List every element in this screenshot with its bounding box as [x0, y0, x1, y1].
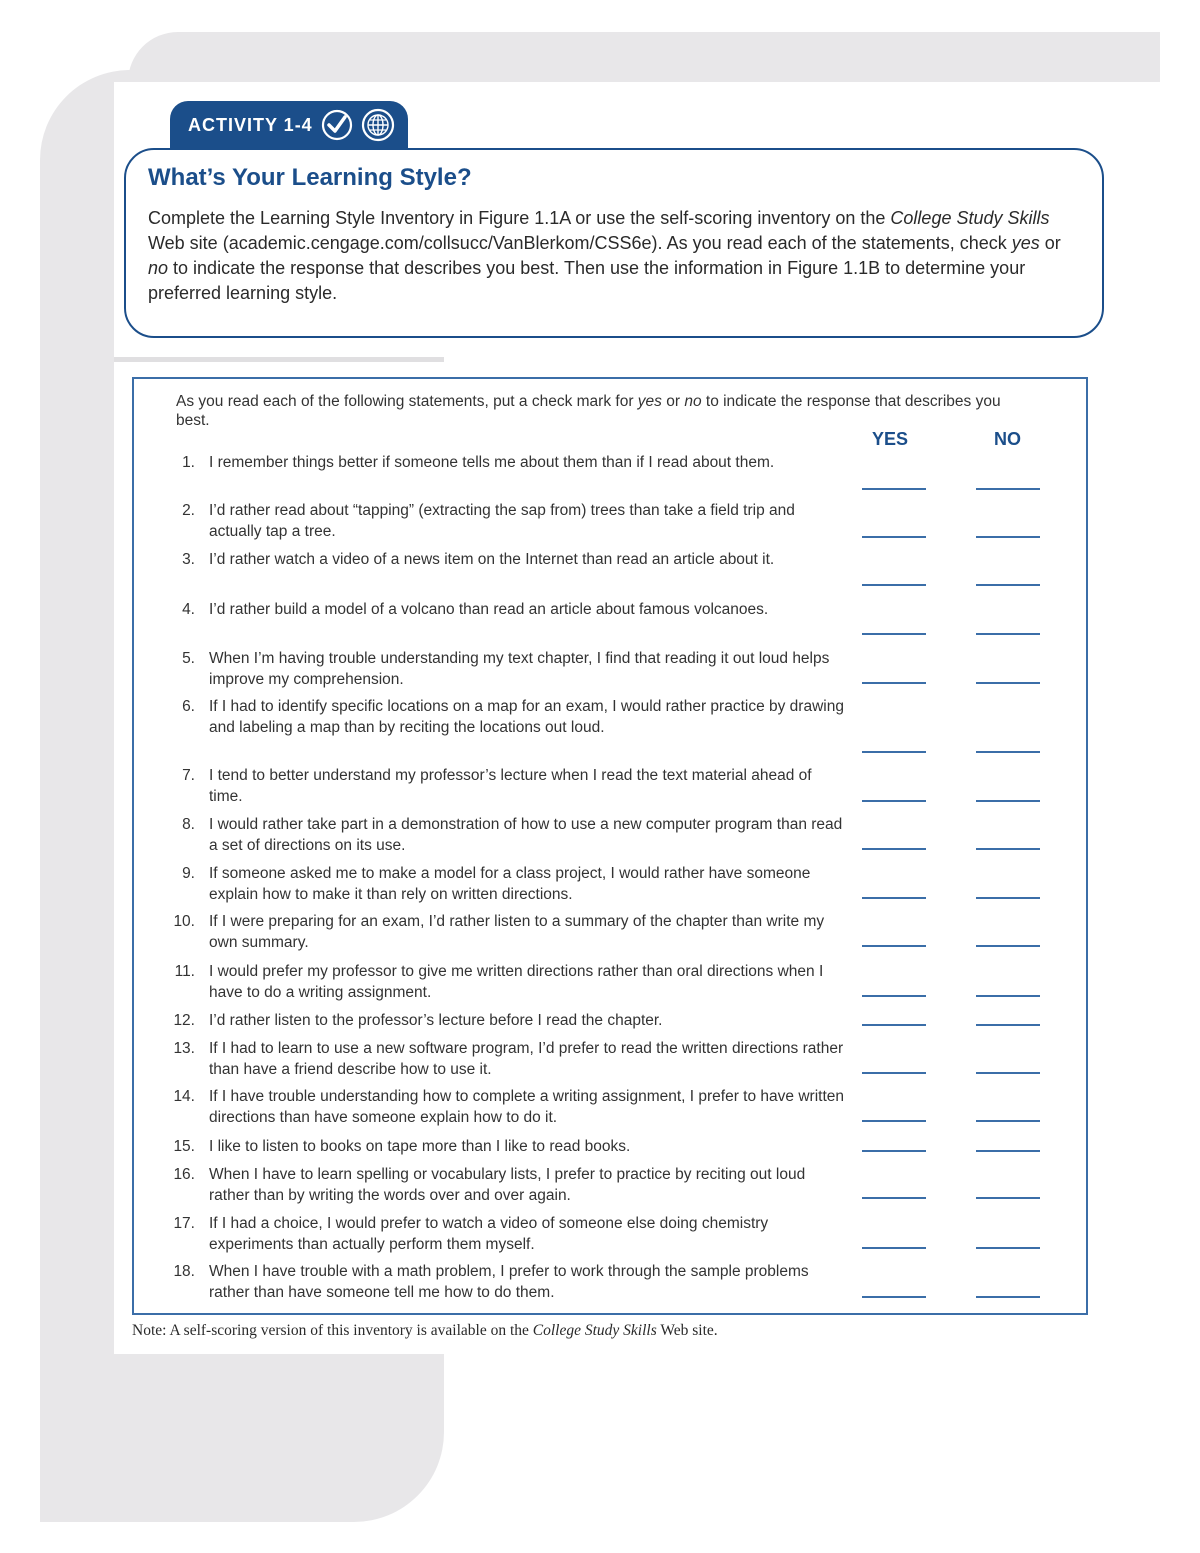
no-answer-blank[interactable] [976, 897, 1040, 899]
globe-icon [361, 108, 395, 142]
item-statement: When I have to learn spelling or vocabulary lists, I prefer to practice by reciting out loud rather than by writing the words over and over again. [209, 1166, 806, 1204]
no-answer-blank[interactable] [976, 1024, 1040, 1026]
item-statement: If someone asked me to make a model for a class project, I would rather have someone explain how to make it than rely on written directions. [209, 865, 811, 903]
no-answer-blank[interactable] [976, 1296, 1040, 1298]
item-number: 9. [182, 865, 195, 882]
no-answer-blank[interactable] [976, 682, 1040, 684]
item-statement: If I were preparing for an exam, I’d rather listen to a summary of the chapter than write my own summary. [209, 913, 825, 951]
yes-answer-blank[interactable] [862, 995, 926, 997]
item-statement: If I had to identify specific locations on a map for an exam, I would rather practice by drawing and labeling a map than by reciting the locations out loud. [209, 698, 844, 736]
item-number: 18. [173, 1263, 195, 1280]
yes-answer-blank[interactable] [862, 1150, 926, 1152]
yes-answer-blank[interactable] [862, 1296, 926, 1298]
item-number: 14. [173, 1088, 195, 1105]
item-statement: If I had to learn to use a new software program, I’d prefer to read the written directions rather than have a friend describe how to use it. [209, 1040, 844, 1078]
yes-answer-blank[interactable] [862, 897, 926, 899]
item-number: 12. [173, 1012, 195, 1029]
no-column-header: NO [994, 429, 1021, 449]
learning-style-inventory [132, 377, 1088, 1315]
note-text-part: Web site. [656, 1322, 718, 1339]
yes-answer-blank[interactable] [862, 945, 926, 947]
item-statement: I’d rather read about “tapping” (extracting the sap from) trees than take a field trip and actually tap a tree. [209, 502, 795, 540]
note-text-italic: College Study Skills [532, 1322, 657, 1339]
item-number: 6. [182, 698, 195, 715]
yes-answer-blank[interactable] [862, 848, 926, 850]
inventory-text-part: or [661, 393, 685, 410]
no-answer-blank[interactable] [976, 584, 1040, 586]
yes-answer-blank[interactable] [862, 584, 926, 586]
background-decor-top [128, 32, 1160, 82]
item-statement: I’d rather build a model of a volcano than read an article about famous volcanoes. [209, 601, 769, 618]
yes-answer-blank[interactable] [862, 751, 926, 753]
item-number: 8. [182, 816, 195, 833]
no-answer-blank[interactable] [976, 800, 1040, 802]
item-statement: I would prefer my professor to give me written directions rather than oral directions when I have to do a writing assignment. [209, 963, 824, 1001]
yes-answer-blank[interactable] [862, 633, 926, 635]
item-number: 15. [173, 1138, 195, 1155]
item-statement: I would rather take part in a demonstration of how to use a new computer program than read a set of directions on its use. [209, 816, 843, 854]
intro-text-italic: no [148, 258, 169, 278]
item-number: 16. [173, 1166, 195, 1183]
item-statement: I like to listen to books on tape more than I like to read books. [209, 1138, 631, 1155]
checkmark-circle-icon [321, 109, 353, 141]
activity-label: ACTIVITY 1-4 [188, 114, 313, 135]
yes-answer-blank[interactable] [862, 1120, 926, 1122]
item-number: 1. [182, 454, 195, 471]
divider [114, 357, 444, 362]
no-answer-blank[interactable] [976, 1150, 1040, 1152]
item-statement: If I have trouble understanding how to complete a writing assignment, I prefer to have written directions than have someone explain how to do it. [209, 1088, 844, 1126]
item-number: 17. [173, 1215, 195, 1232]
no-answer-blank[interactable] [976, 945, 1040, 947]
item-statement: I’d rather watch a video of a news item on the Internet than read an article about it. [209, 551, 775, 568]
inventory-text-part: to indicate the response that describes you best. [176, 393, 1001, 429]
footnote [132, 1322, 718, 1340]
yes-answer-blank[interactable] [862, 488, 926, 490]
no-answer-blank[interactable] [976, 1072, 1040, 1074]
note-text-part: Note: A self-scoring version of this inventory is available on the [132, 1322, 533, 1339]
item-number: 3. [182, 551, 195, 568]
item-statement: I’d rather listen to the professor’s lecture before I read the chapter. [209, 1012, 663, 1029]
no-answer-blank[interactable] [976, 1120, 1040, 1122]
activity-tab [170, 101, 408, 149]
intro-text-part: or [1039, 233, 1061, 253]
item-statement: I tend to better understand my professor’s lecture when I read the text material ahead of time. [209, 767, 812, 805]
no-answer-blank[interactable] [976, 848, 1040, 850]
no-answer-blank[interactable] [976, 1197, 1040, 1199]
inventory-instructions [176, 392, 1036, 430]
no-answer-blank[interactable] [976, 488, 1040, 490]
item-number: 10. [173, 913, 195, 930]
yes-answer-blank[interactable] [862, 1247, 926, 1249]
yes-answer-blank[interactable] [862, 536, 926, 538]
item-statement: If I had a choice, I would prefer to watch a video of someone else doing chemistry experiments than actually perform them myself. [209, 1215, 769, 1253]
item-number: 2. [182, 502, 195, 519]
intro-text-italic: College Study Skills [890, 208, 1050, 228]
activity-instructions [148, 206, 1078, 306]
no-answer-blank[interactable] [976, 1247, 1040, 1249]
intro-text-italic: yes [1011, 233, 1040, 253]
item-statement: When I have trouble with a math problem, I prefer to work through the sample problems rather than have someone tell me how to do them. [209, 1263, 809, 1301]
yes-answer-blank[interactable] [862, 800, 926, 802]
item-number: 5. [182, 650, 195, 667]
item-number: 13. [173, 1040, 195, 1057]
intro-text-part: Complete the Learning Style Inventory in Figure 1.1A or use the self-scoring inventory on the [148, 208, 891, 228]
inventory-text-part: As you read each of the following statements, put a check mark for [176, 393, 638, 410]
no-answer-blank[interactable] [976, 995, 1040, 997]
intro-text-part: Web site (academic.cengage.com/collsucc/VanBlerkom/CSS6e). As you read each of the statements, check [148, 233, 1012, 253]
inventory-text-italic: yes [637, 393, 662, 410]
item-number: 7. [182, 767, 195, 784]
yes-answer-blank[interactable] [862, 1197, 926, 1199]
yes-answer-blank[interactable] [862, 1024, 926, 1026]
yes-answer-blank[interactable] [862, 682, 926, 684]
no-answer-blank[interactable] [976, 536, 1040, 538]
background-decor-lower [40, 1352, 444, 1522]
item-statement: I remember things better if someone tells me about them than if I read about them. [209, 454, 775, 471]
intro-text-part: to indicate the response that describes you best. Then use the information in Figure 1.1B to determine your preferred learning style. [148, 258, 1026, 303]
activity-intro-box [124, 148, 1104, 338]
inventory-text-italic: no [684, 393, 702, 410]
no-answer-blank[interactable] [976, 751, 1040, 753]
no-answer-blank[interactable] [976, 633, 1040, 635]
yes-answer-blank[interactable] [862, 1072, 926, 1074]
activity-title: What’s Your Learning Style? [148, 164, 472, 191]
item-number: 4. [182, 601, 195, 618]
item-statement: When I’m having trouble understanding my text chapter, I find that reading it out loud helps improve my comprehension. [209, 650, 830, 688]
item-number: 11. [174, 963, 195, 980]
yes-column-header: YES [872, 429, 909, 449]
